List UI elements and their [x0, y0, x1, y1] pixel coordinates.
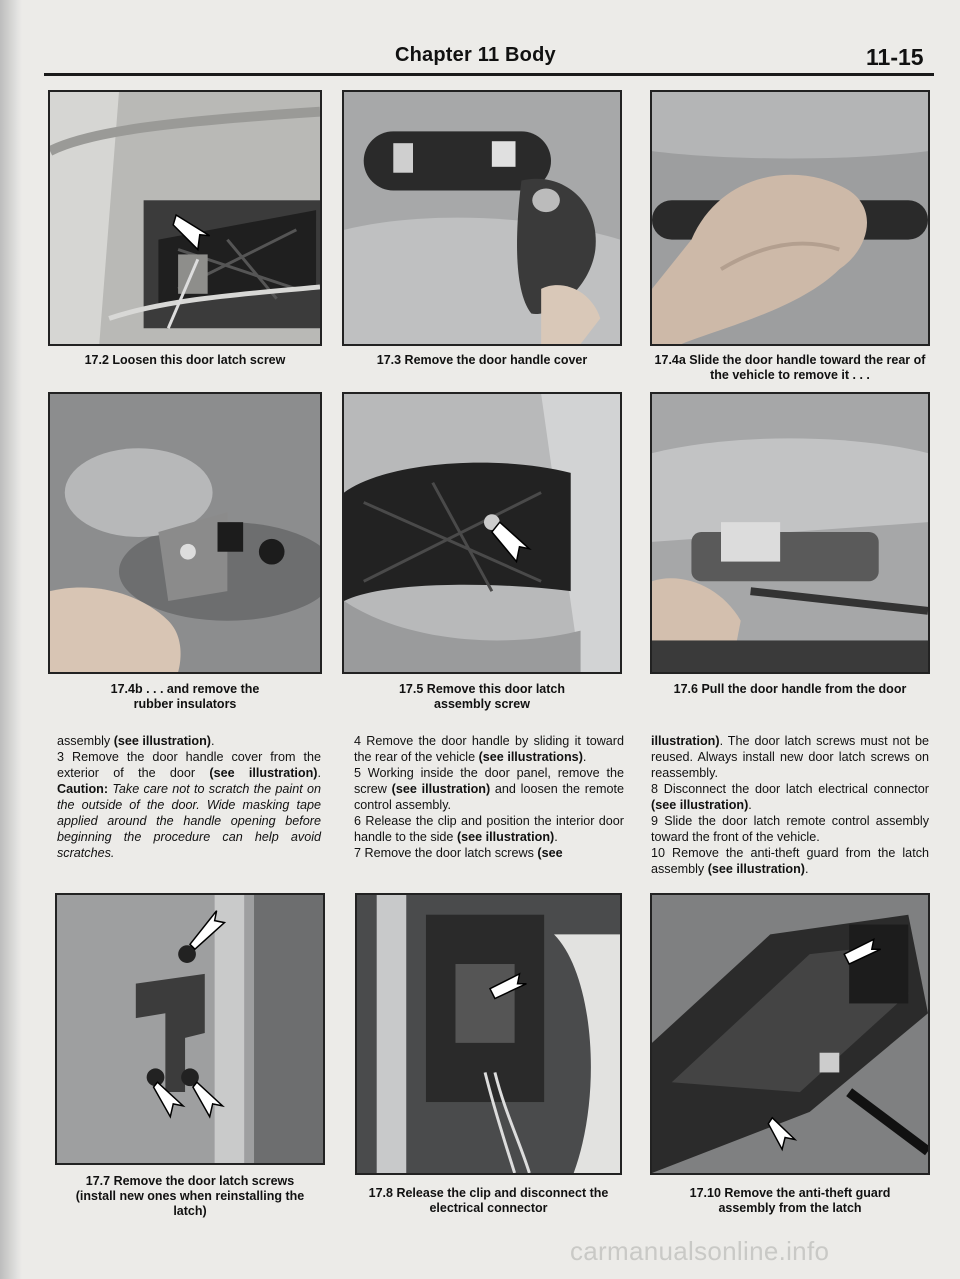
body-text-run: (see	[537, 846, 563, 860]
body-text-run: 8 Disconnect the door latch electrical connector	[651, 782, 929, 796]
watermark-text: carmanualsonline.info	[570, 1236, 830, 1266]
page-number: 11-15	[866, 44, 924, 70]
photo-17-8	[355, 893, 622, 1175]
caption-17-3: 17.3 Remove the door handle cover	[376, 353, 588, 367]
body-text-run: and loosen the remote control assembly.	[354, 782, 624, 812]
body-text-run: .	[210, 734, 215, 748]
photo-17-4b	[48, 392, 322, 674]
body-text-run: .	[804, 862, 809, 876]
body-text-run: Caution:	[57, 782, 109, 796]
body-text-run: . The door latch screws must not be reused. Always install new door latch screws on reassembly.	[651, 734, 929, 780]
body-text-run: 3 Remove the door handle cover from the exterior of the door	[57, 750, 321, 780]
body-text-run: (see illustration)	[456, 830, 555, 844]
body-text-run: (see illustration)	[113, 734, 211, 748]
caption-17-6: 17.6 Pull the door handle from the door	[673, 682, 907, 696]
photo-17-4a	[650, 90, 930, 346]
photo-17-7	[55, 893, 325, 1165]
chapter-title: Chapter 11 Body	[395, 44, 556, 66]
photo-17-3	[342, 90, 622, 346]
body-text-run: (see illustration)	[391, 782, 491, 796]
caption-17-2: 17.2 Loosen this door latch screw	[84, 353, 286, 367]
body-text-run: 10 Remove the anti-theft guard from the latch assembly	[651, 846, 929, 876]
caption-17-10: 17.10 Remove the anti-theft guard assembly from the latch	[689, 1186, 891, 1215]
photo-17-5	[342, 392, 622, 674]
photo-17-6	[650, 392, 930, 674]
photo-17-2	[48, 90, 322, 346]
header-rule	[44, 73, 934, 76]
body-text-run: .	[317, 766, 321, 780]
caption-17-7: 17.7 Remove the door latch screws (install new ones when reinstalling the latch)	[75, 1174, 305, 1218]
body-text-run: assembly	[57, 734, 114, 748]
caption-17-4b: 17.4b . . . and remove the rubber insulators	[110, 682, 260, 711]
caption-17-8: 17.8 Release the clip and disconnect the electrical connector	[368, 1186, 609, 1215]
body-text-run: 4 Remove the door handle by sliding it toward the rear of the vehicle	[354, 734, 624, 764]
body-text-run: Take care not to scratch the paint on the outside of the door. Wide masking tape applied around the handle opening before beginning the procedure can help avoid scratches.	[57, 782, 322, 860]
photo-17-10	[650, 893, 930, 1175]
body-text-run: illustration)	[651, 734, 720, 748]
page-binding-edge	[0, 0, 22, 1279]
text-column-1	[57, 733, 321, 861]
body-text-run: 5 Working inside the door panel, remove the screw	[354, 766, 624, 796]
caption-17-5: 17.5 Remove this door latch assembly screw	[398, 682, 566, 711]
text-column-3	[651, 733, 929, 877]
body-text-run: (see illustration)	[209, 766, 318, 780]
body-text-run: .	[582, 750, 587, 764]
body-text-run: .	[554, 830, 558, 844]
body-text-run: (see illustrations)	[478, 750, 583, 764]
body-text-run: .	[748, 798, 752, 812]
caption-17-4a: 17.4a Slide the door handle toward the rear of the vehicle to remove it . . .	[654, 353, 926, 382]
body-text-run: 7 Remove the door latch screws	[354, 846, 538, 860]
body-text-run: 6 Release the clip and position the interior door handle to the side	[354, 814, 624, 844]
text-column-2	[354, 733, 624, 861]
body-text-run: 9 Slide the door latch remote control assembly toward the front of the vehicle.	[651, 814, 929, 844]
body-text-run: (see illustration)	[707, 862, 805, 876]
body-text-run: (see illustration)	[651, 798, 749, 812]
